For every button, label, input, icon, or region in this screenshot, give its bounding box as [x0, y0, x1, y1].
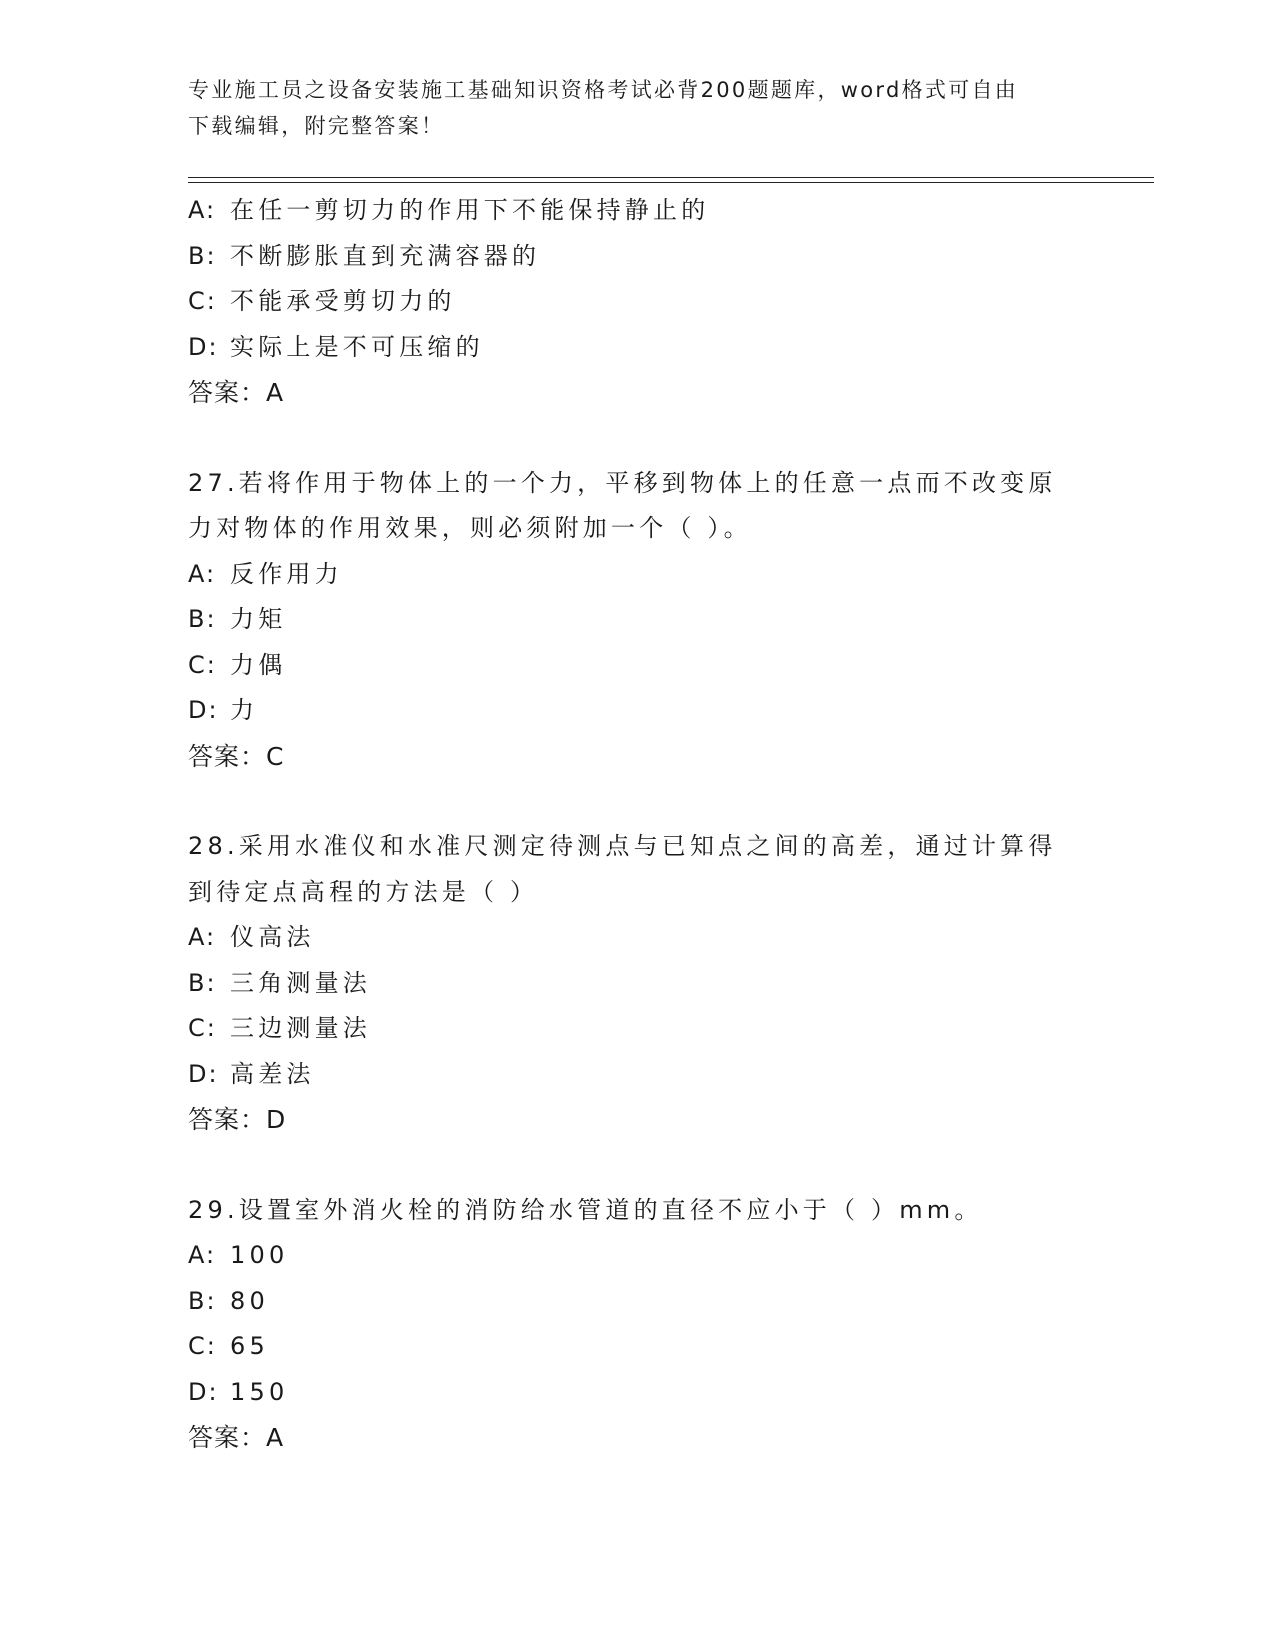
option-b	[188, 1279, 1088, 1325]
option-b	[188, 961, 1088, 1007]
header-line-1: 专业施工员之设备安装施工基础知识资格考试必背200题题库，word格式可自由	[188, 78, 1019, 102]
option-text: 反作用力	[230, 559, 343, 588]
spacer	[188, 779, 1088, 824]
option-key: A:	[188, 196, 217, 224]
option-key: B:	[188, 605, 217, 633]
option-key: C:	[188, 1332, 217, 1360]
question-29	[188, 1188, 1088, 1461]
question-list	[188, 188, 1088, 1461]
option-text: 力	[230, 696, 259, 724]
option-key: D:	[188, 696, 219, 724]
option-a	[188, 552, 1088, 598]
question-stem-line-2: 到待定点高程的方法是（ ）	[188, 877, 539, 906]
spacer	[188, 1143, 1088, 1188]
header-line-2: 下载编辑，附完整答案！	[188, 114, 445, 138]
header-divider-top	[188, 177, 1154, 178]
option-a	[188, 188, 1088, 234]
option-text: 在任一剪切力的作用下不能保持静止的	[230, 196, 710, 224]
answer-line: 答案：C	[188, 741, 285, 771]
option-text: 不能承受剪切力的	[230, 287, 456, 315]
option-text: 高差法	[230, 1059, 315, 1088]
option-key: C:	[188, 650, 217, 679]
option-text: 力矩	[230, 605, 287, 633]
option-text: 三角测量法	[230, 968, 371, 997]
option-key: C:	[188, 1014, 217, 1042]
option-c	[188, 643, 1088, 689]
question-stem-line-1: 29.设置室外消火栓的消防给水管道的直径不应小于（ ）mm。	[188, 1195, 983, 1224]
question-27	[188, 461, 1088, 780]
question-stem-line-1: 27.若将作用于物体上的一个力，平移到物体上的任意一点而不改变原	[188, 468, 1057, 497]
header-divider-bottom	[188, 182, 1154, 183]
question-stem-line-2: 力对物体的作用效果，则必须附加一个（ ）。	[188, 514, 752, 542]
answer-line: 答案：A	[188, 1423, 285, 1452]
option-text: 65	[230, 1332, 269, 1360]
question-stem-line-1: 28.采用水准仪和水准尺测定待测点与已知点之间的高差，通过计算得	[188, 832, 1057, 860]
answer-line: 答案：D	[188, 1105, 287, 1134]
option-key: D:	[188, 1377, 219, 1406]
option-text: 实际上是不可压缩的	[230, 332, 484, 361]
option-key: A:	[188, 559, 217, 588]
option-d	[188, 1052, 1088, 1098]
option-key: D:	[188, 1059, 219, 1088]
option-key: B:	[188, 968, 217, 997]
option-c	[188, 1324, 1088, 1370]
option-d	[188, 1370, 1088, 1416]
option-b	[188, 597, 1088, 643]
option-a	[188, 915, 1088, 961]
option-key: D:	[188, 332, 219, 361]
option-key: A:	[188, 1241, 217, 1269]
document-header	[188, 72, 1088, 144]
option-key: A:	[188, 923, 217, 951]
option-text: 三边测量法	[230, 1014, 371, 1042]
option-d	[188, 325, 1088, 371]
answer-line: 答案：A	[188, 378, 285, 407]
question-28	[188, 824, 1088, 1143]
option-text: 力偶	[230, 650, 287, 679]
option-c	[188, 279, 1088, 325]
option-a	[188, 1233, 1088, 1279]
option-text: 80	[230, 1286, 269, 1315]
option-text: 150	[230, 1377, 289, 1406]
spacer	[188, 416, 1088, 461]
option-c	[188, 1006, 1088, 1052]
option-text: 不断膨胀直到充满容器的	[230, 241, 541, 270]
option-key: B:	[188, 241, 217, 270]
option-text: 100	[230, 1241, 289, 1269]
option-b	[188, 234, 1088, 280]
option-d	[188, 688, 1088, 734]
question-26	[188, 188, 1088, 416]
option-key: B:	[188, 1286, 217, 1315]
option-text: 仪高法	[230, 923, 315, 951]
option-key: C:	[188, 287, 217, 315]
